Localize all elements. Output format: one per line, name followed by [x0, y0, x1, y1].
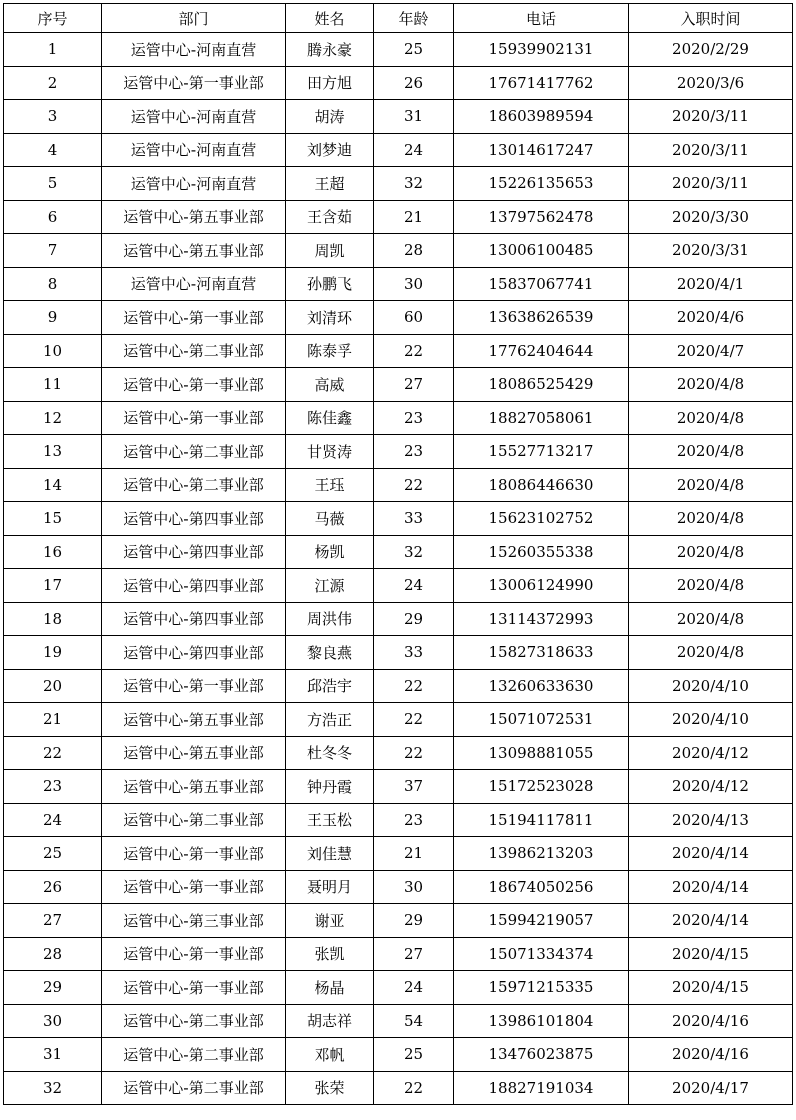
- cell-name: 刘梦迪: [286, 133, 374, 167]
- cell-age: 29: [374, 904, 454, 938]
- cell-department: 运管中心-第四事业部: [102, 569, 286, 603]
- header-row: [4, 4, 793, 33]
- cell-department: 运管中心-第五事业部: [102, 736, 286, 770]
- cell-hire-date: 2020/4/8: [629, 535, 793, 569]
- cell-hire-date: 2020/4/7: [629, 334, 793, 368]
- col-header-index: 序号: [4, 4, 102, 33]
- cell-index: 12: [4, 401, 102, 435]
- cell-phone: 17671417762: [454, 66, 629, 100]
- cell-hire-date: 2020/3/6: [629, 66, 793, 100]
- cell-department: 运管中心-第一事业部: [102, 66, 286, 100]
- col-header-age: 年龄: [374, 4, 454, 33]
- table-row: [4, 334, 793, 368]
- col-header-department: 部门: [102, 4, 286, 33]
- cell-hire-date: 2020/4/15: [629, 937, 793, 971]
- table-row: [4, 703, 793, 737]
- cell-name: 陈佳鑫: [286, 401, 374, 435]
- cell-name: 聂明月: [286, 870, 374, 904]
- cell-index: 23: [4, 770, 102, 804]
- cell-hire-date: 2020/4/12: [629, 736, 793, 770]
- cell-age: 33: [374, 502, 454, 536]
- cell-department: 运管中心-第二事业部: [102, 435, 286, 469]
- cell-index: 20: [4, 669, 102, 703]
- cell-phone: 18827058061: [454, 401, 629, 435]
- cell-department: 运管中心-第一事业部: [102, 669, 286, 703]
- cell-department: 运管中心-第二事业部: [102, 468, 286, 502]
- cell-hire-date: 2020/4/16: [629, 1004, 793, 1038]
- cell-department: 运管中心-第一事业部: [102, 401, 286, 435]
- cell-name: 马薇: [286, 502, 374, 536]
- cell-index: 5: [4, 167, 102, 201]
- cell-department: 运管中心-河南直营: [102, 167, 286, 201]
- table-row: [4, 133, 793, 167]
- cell-department: 运管中心-第一事业部: [102, 837, 286, 871]
- cell-phone: 15994219057: [454, 904, 629, 938]
- table-row: [4, 803, 793, 837]
- cell-index: 30: [4, 1004, 102, 1038]
- cell-phone: 18674050256: [454, 870, 629, 904]
- cell-age: 24: [374, 569, 454, 603]
- cell-name: 刘佳慧: [286, 837, 374, 871]
- table-row: [4, 837, 793, 871]
- col-header-name: 姓名: [286, 4, 374, 33]
- cell-age: 28: [374, 234, 454, 268]
- cell-index: 18: [4, 602, 102, 636]
- cell-index: 15: [4, 502, 102, 536]
- cell-name: 孙鹏飞: [286, 267, 374, 301]
- cell-hire-date: 2020/4/12: [629, 770, 793, 804]
- cell-age: 30: [374, 870, 454, 904]
- cell-phone: 15260355338: [454, 535, 629, 569]
- cell-age: 33: [374, 636, 454, 670]
- cell-department: 运管中心-河南直营: [102, 33, 286, 67]
- cell-department: 运管中心-第三事业部: [102, 904, 286, 938]
- table-row: [4, 301, 793, 335]
- cell-name: 高威: [286, 368, 374, 402]
- cell-department: 运管中心-第一事业部: [102, 937, 286, 971]
- cell-department: 运管中心-第一事业部: [102, 971, 286, 1005]
- table-row: [4, 200, 793, 234]
- cell-phone: 18603989594: [454, 100, 629, 134]
- cell-index: 32: [4, 1071, 102, 1105]
- cell-department: 运管中心-第二事业部: [102, 1071, 286, 1105]
- cell-name: 邱浩宇: [286, 669, 374, 703]
- table-row: [4, 267, 793, 301]
- cell-phone: 15071334374: [454, 937, 629, 971]
- cell-hire-date: 2020/4/6: [629, 301, 793, 335]
- cell-name: 王珏: [286, 468, 374, 502]
- table-header: [4, 4, 793, 33]
- cell-department: 运管中心-第四事业部: [102, 602, 286, 636]
- cell-name: 腾永豪: [286, 33, 374, 67]
- cell-name: 杨凯: [286, 535, 374, 569]
- cell-name: 谢亚: [286, 904, 374, 938]
- cell-index: 7: [4, 234, 102, 268]
- cell-department: 运管中心-第五事业部: [102, 703, 286, 737]
- cell-department: 运管中心-河南直营: [102, 267, 286, 301]
- cell-phone: 13006124990: [454, 569, 629, 603]
- cell-name: 田方旭: [286, 66, 374, 100]
- cell-phone: 15194117811: [454, 803, 629, 837]
- cell-phone: 13476023875: [454, 1038, 629, 1072]
- cell-index: 27: [4, 904, 102, 938]
- cell-phone: 15939902131: [454, 33, 629, 67]
- cell-phone: 18086525429: [454, 368, 629, 402]
- cell-age: 31: [374, 100, 454, 134]
- cell-age: 23: [374, 435, 454, 469]
- cell-hire-date: 2020/4/15: [629, 971, 793, 1005]
- cell-age: 22: [374, 334, 454, 368]
- cell-age: 37: [374, 770, 454, 804]
- cell-hire-date: 2020/4/10: [629, 669, 793, 703]
- cell-name: 王含茹: [286, 200, 374, 234]
- cell-age: 27: [374, 937, 454, 971]
- table-row: [4, 33, 793, 67]
- table-row: [4, 535, 793, 569]
- cell-hire-date: 2020/2/29: [629, 33, 793, 67]
- cell-department: 运管中心-第五事业部: [102, 200, 286, 234]
- cell-phone: 15172523028: [454, 770, 629, 804]
- cell-name: 黎良燕: [286, 636, 374, 670]
- cell-department: 运管中心-第二事业部: [102, 1004, 286, 1038]
- cell-age: 32: [374, 535, 454, 569]
- cell-age: 54: [374, 1004, 454, 1038]
- table-row: [4, 971, 793, 1005]
- cell-name: 甘贤涛: [286, 435, 374, 469]
- cell-department: 运管中心-第四事业部: [102, 502, 286, 536]
- cell-hire-date: 2020/3/11: [629, 100, 793, 134]
- table-row: [4, 1071, 793, 1105]
- cell-name: 杨晶: [286, 971, 374, 1005]
- table-row: [4, 502, 793, 536]
- cell-phone: 13114372993: [454, 602, 629, 636]
- cell-department: 运管中心-河南直营: [102, 100, 286, 134]
- cell-index: 11: [4, 368, 102, 402]
- cell-hire-date: 2020/4/8: [629, 468, 793, 502]
- cell-phone: 13014617247: [454, 133, 629, 167]
- cell-age: 30: [374, 267, 454, 301]
- cell-name: 邓帆: [286, 1038, 374, 1072]
- cell-index: 29: [4, 971, 102, 1005]
- table-row: [4, 167, 793, 201]
- cell-index: 19: [4, 636, 102, 670]
- cell-age: 26: [374, 66, 454, 100]
- col-header-hire-date: 入职时间: [629, 4, 793, 33]
- cell-name: 周洪伟: [286, 602, 374, 636]
- cell-index: 28: [4, 937, 102, 971]
- cell-phone: 13098881055: [454, 736, 629, 770]
- cell-age: 29: [374, 602, 454, 636]
- employee-table: [3, 3, 793, 1105]
- cell-hire-date: 2020/4/8: [629, 602, 793, 636]
- table-row: [4, 937, 793, 971]
- cell-age: 23: [374, 401, 454, 435]
- cell-phone: 13797562478: [454, 200, 629, 234]
- cell-index: 31: [4, 1038, 102, 1072]
- table-row: [4, 100, 793, 134]
- cell-index: 10: [4, 334, 102, 368]
- cell-index: 9: [4, 301, 102, 335]
- cell-name: 王超: [286, 167, 374, 201]
- cell-name: 王玉松: [286, 803, 374, 837]
- cell-phone: 13986101804: [454, 1004, 629, 1038]
- cell-hire-date: 2020/4/17: [629, 1071, 793, 1105]
- cell-hire-date: 2020/3/11: [629, 133, 793, 167]
- cell-index: 1: [4, 33, 102, 67]
- cell-phone: 15837067741: [454, 267, 629, 301]
- cell-name: 张凯: [286, 937, 374, 971]
- table-row: [4, 1038, 793, 1072]
- cell-department: 运管中心-第一事业部: [102, 301, 286, 335]
- cell-age: 22: [374, 468, 454, 502]
- cell-phone: 18827191034: [454, 1071, 629, 1105]
- cell-age: 22: [374, 1071, 454, 1105]
- cell-phone: 15071072531: [454, 703, 629, 737]
- cell-hire-date: 2020/4/8: [629, 636, 793, 670]
- cell-phone: 15971215335: [454, 971, 629, 1005]
- cell-department: 运管中心-第四事业部: [102, 535, 286, 569]
- cell-department: 运管中心-第二事业部: [102, 334, 286, 368]
- cell-age: 21: [374, 200, 454, 234]
- col-header-phone: 电话: [454, 4, 629, 33]
- cell-phone: 13260633630: [454, 669, 629, 703]
- table-row: [4, 636, 793, 670]
- table-row: [4, 66, 793, 100]
- cell-hire-date: 2020/4/13: [629, 803, 793, 837]
- table-body: [4, 33, 793, 1105]
- table-row: [4, 1004, 793, 1038]
- cell-name: 江源: [286, 569, 374, 603]
- cell-hire-date: 2020/4/8: [629, 401, 793, 435]
- cell-index: 2: [4, 66, 102, 100]
- cell-age: 24: [374, 971, 454, 1005]
- cell-hire-date: 2020/4/14: [629, 904, 793, 938]
- cell-department: 运管中心-第一事业部: [102, 368, 286, 402]
- cell-phone: 15827318633: [454, 636, 629, 670]
- table-row: [4, 770, 793, 804]
- cell-phone: 17762404644: [454, 334, 629, 368]
- cell-index: 25: [4, 837, 102, 871]
- cell-hire-date: 2020/4/10: [629, 703, 793, 737]
- cell-department: 运管中心-第一事业部: [102, 870, 286, 904]
- table-row: [4, 569, 793, 603]
- cell-age: 25: [374, 1038, 454, 1072]
- cell-index: 26: [4, 870, 102, 904]
- table-row: [4, 368, 793, 402]
- cell-index: 16: [4, 535, 102, 569]
- cell-index: 17: [4, 569, 102, 603]
- cell-department: 运管中心-第五事业部: [102, 770, 286, 804]
- table-row: [4, 736, 793, 770]
- cell-hire-date: 2020/4/1: [629, 267, 793, 301]
- cell-hire-date: 2020/4/8: [629, 502, 793, 536]
- cell-department: 运管中心-第二事业部: [102, 1038, 286, 1072]
- cell-hire-date: 2020/3/31: [629, 234, 793, 268]
- cell-phone: 15226135653: [454, 167, 629, 201]
- cell-age: 25: [374, 33, 454, 67]
- cell-phone: 18086446630: [454, 468, 629, 502]
- cell-index: 22: [4, 736, 102, 770]
- table-row: [4, 234, 793, 268]
- cell-hire-date: 2020/4/14: [629, 870, 793, 904]
- cell-age: 24: [374, 133, 454, 167]
- cell-name: 杜冬冬: [286, 736, 374, 770]
- cell-age: 22: [374, 736, 454, 770]
- table-row: [4, 870, 793, 904]
- cell-hire-date: 2020/3/30: [629, 200, 793, 234]
- cell-index: 14: [4, 468, 102, 502]
- cell-age: 23: [374, 803, 454, 837]
- cell-hire-date: 2020/4/16: [629, 1038, 793, 1072]
- cell-department: 运管中心-第五事业部: [102, 234, 286, 268]
- cell-index: 4: [4, 133, 102, 167]
- table-row: [4, 669, 793, 703]
- cell-name: 张荣: [286, 1071, 374, 1105]
- cell-phone: 15527713217: [454, 435, 629, 469]
- table-row: [4, 904, 793, 938]
- cell-age: 27: [374, 368, 454, 402]
- cell-name: 周凯: [286, 234, 374, 268]
- cell-name: 胡涛: [286, 100, 374, 134]
- cell-department: 运管中心-第四事业部: [102, 636, 286, 670]
- table-row: [4, 401, 793, 435]
- cell-age: 32: [374, 167, 454, 201]
- cell-age: 21: [374, 837, 454, 871]
- table-row: [4, 435, 793, 469]
- cell-index: 6: [4, 200, 102, 234]
- table-row: [4, 468, 793, 502]
- cell-department: 运管中心-河南直营: [102, 133, 286, 167]
- cell-index: 24: [4, 803, 102, 837]
- cell-index: 21: [4, 703, 102, 737]
- cell-hire-date: 2020/4/8: [629, 569, 793, 603]
- cell-hire-date: 2020/4/14: [629, 837, 793, 871]
- cell-age: 60: [374, 301, 454, 335]
- cell-name: 陈泰孚: [286, 334, 374, 368]
- cell-hire-date: 2020/3/11: [629, 167, 793, 201]
- cell-age: 22: [374, 703, 454, 737]
- cell-index: 13: [4, 435, 102, 469]
- cell-age: 22: [374, 669, 454, 703]
- cell-phone: 13006100485: [454, 234, 629, 268]
- cell-department: 运管中心-第二事业部: [102, 803, 286, 837]
- cell-name: 胡志祥: [286, 1004, 374, 1038]
- cell-name: 方浩正: [286, 703, 374, 737]
- cell-name: 钟丹霞: [286, 770, 374, 804]
- cell-index: 8: [4, 267, 102, 301]
- table-row: [4, 602, 793, 636]
- cell-phone: 13986213203: [454, 837, 629, 871]
- cell-hire-date: 2020/4/8: [629, 368, 793, 402]
- cell-name: 刘清环: [286, 301, 374, 335]
- cell-index: 3: [4, 100, 102, 134]
- cell-phone: 15623102752: [454, 502, 629, 536]
- cell-hire-date: 2020/4/8: [629, 435, 793, 469]
- cell-phone: 13638626539: [454, 301, 629, 335]
